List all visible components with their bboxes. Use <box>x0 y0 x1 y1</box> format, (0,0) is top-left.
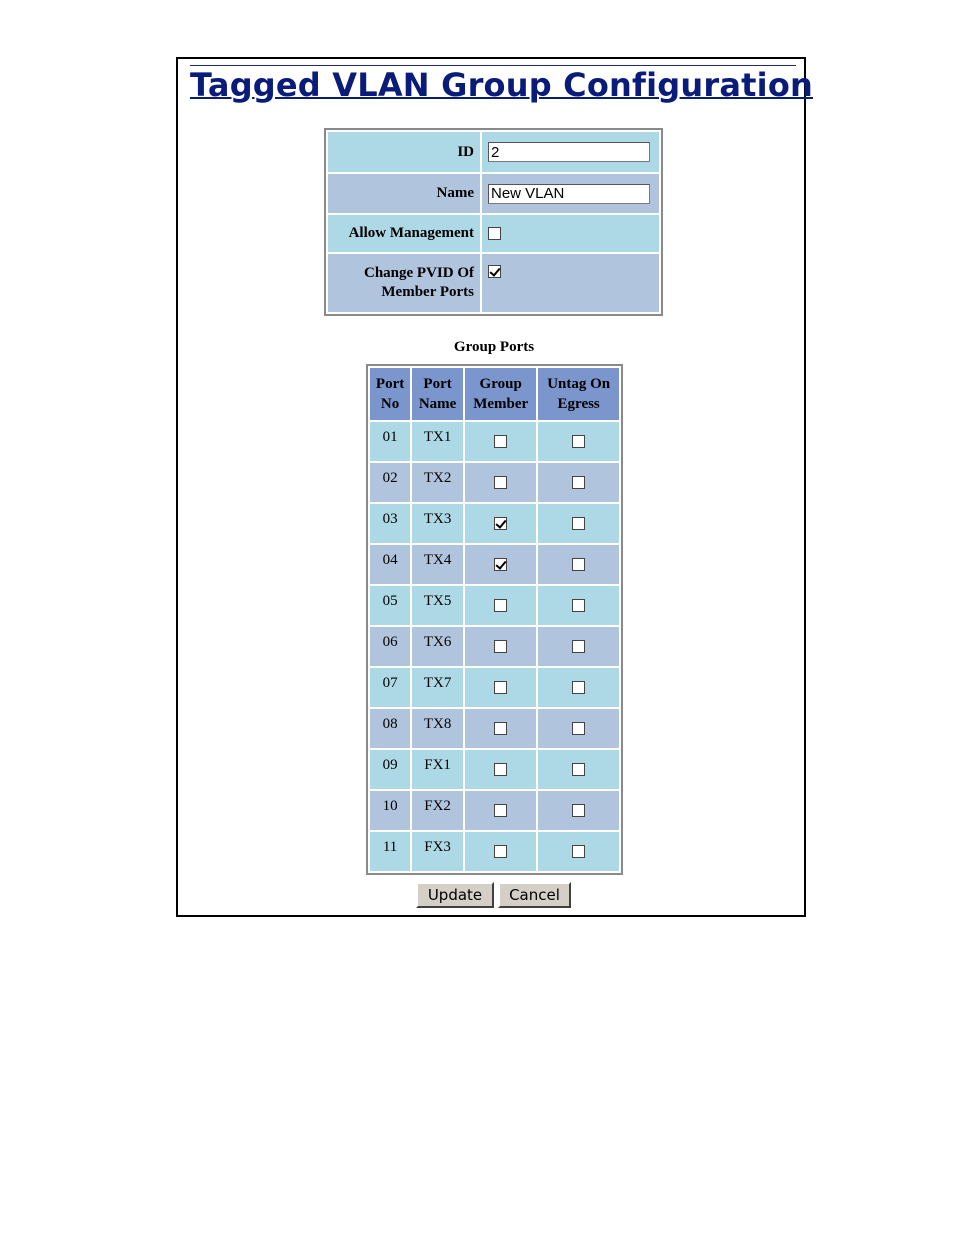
group-member-checkbox[interactable] <box>494 435 507 448</box>
group-ports-caption: Group Ports <box>453 339 535 355</box>
group-member-checkbox[interactable] <box>494 599 507 612</box>
port-number: 08 <box>370 709 410 748</box>
cancel-button[interactable]: Cancel <box>498 882 571 908</box>
name-input[interactable] <box>488 184 650 204</box>
id-input[interactable] <box>488 142 650 162</box>
port-number: 02 <box>370 463 410 502</box>
table-row <box>370 709 619 748</box>
group-member-checkbox[interactable] <box>494 845 507 858</box>
port-name: TX5 <box>412 586 463 625</box>
port-number: 01 <box>370 422 410 461</box>
group-member-checkbox[interactable] <box>494 763 507 776</box>
untag-egress-checkbox[interactable] <box>572 599 585 612</box>
port-number: 03 <box>370 504 410 543</box>
untag-egress-checkbox[interactable] <box>572 763 585 776</box>
allow-management-checkbox[interactable] <box>488 227 501 240</box>
port-name: TX1 <box>412 422 463 461</box>
change-pvid-label <box>328 254 480 312</box>
group-member-checkbox[interactable] <box>494 681 507 694</box>
port-number: 09 <box>370 750 410 789</box>
untag-egress-checkbox[interactable] <box>572 722 585 735</box>
port-number: 11 <box>370 832 410 871</box>
port-name: TX7 <box>412 668 463 707</box>
group-member-checkbox[interactable] <box>494 517 507 530</box>
port-number: 06 <box>370 627 410 666</box>
table-row <box>370 791 619 830</box>
update-button[interactable]: Update <box>416 882 494 908</box>
port-number: 05 <box>370 586 410 625</box>
untag-egress-checkbox[interactable] <box>572 517 585 530</box>
untag-egress-checkbox[interactable] <box>572 435 585 448</box>
untag-egress-checkbox[interactable] <box>572 558 585 571</box>
table-row <box>370 627 619 666</box>
change-pvid-checkbox[interactable] <box>488 265 501 278</box>
page-title: Tagged VLAN Group Configuration <box>190 66 813 104</box>
port-name: TX3 <box>412 504 463 543</box>
group-member-checkbox[interactable] <box>494 722 507 735</box>
change-pvid-label-line1: Change PVID Of <box>363 265 474 281</box>
id-label: ID <box>328 132 480 172</box>
group-member-checkbox[interactable] <box>494 804 507 817</box>
table-row <box>370 545 619 584</box>
port-name: TX6 <box>412 627 463 666</box>
table-row <box>370 463 619 502</box>
group-member-checkbox[interactable] <box>494 476 507 489</box>
name-label: Name <box>328 174 480 213</box>
vlan-settings-table <box>324 128 663 316</box>
port-name: FX1 <box>412 750 463 789</box>
port-name: TX8 <box>412 709 463 748</box>
table-row <box>370 422 619 461</box>
untag-egress-checkbox[interactable] <box>572 845 585 858</box>
port-name: TX4 <box>412 545 463 584</box>
header-port-name: Port Name <box>412 368 463 420</box>
group-member-checkbox[interactable] <box>494 558 507 571</box>
header-group-member: Group Member <box>465 368 536 420</box>
title-rule <box>190 65 813 104</box>
port-name: FX3 <box>412 832 463 871</box>
table-row <box>370 750 619 789</box>
header-untag-on-egress: Untag On Egress <box>538 368 619 420</box>
port-number: 07 <box>370 668 410 707</box>
untag-egress-checkbox[interactable] <box>572 476 585 489</box>
port-name: FX2 <box>412 791 463 830</box>
allow-management-label: Allow Management <box>328 215 480 252</box>
group-ports-table <box>366 364 623 875</box>
table-row <box>370 832 619 871</box>
header-port-no: Port No <box>370 368 410 420</box>
port-name: TX2 <box>412 463 463 502</box>
untag-egress-checkbox[interactable] <box>572 681 585 694</box>
group-member-checkbox[interactable] <box>494 640 507 653</box>
change-pvid-label-line2: Member Ports <box>381 284 474 300</box>
port-number: 04 <box>370 545 410 584</box>
form-buttons <box>416 882 571 908</box>
untag-egress-checkbox[interactable] <box>572 640 585 653</box>
port-number: 10 <box>370 791 410 830</box>
table-row <box>370 586 619 625</box>
config-panel <box>176 57 813 917</box>
table-row <box>370 668 619 707</box>
table-row <box>370 504 619 543</box>
untag-egress-checkbox[interactable] <box>572 804 585 817</box>
